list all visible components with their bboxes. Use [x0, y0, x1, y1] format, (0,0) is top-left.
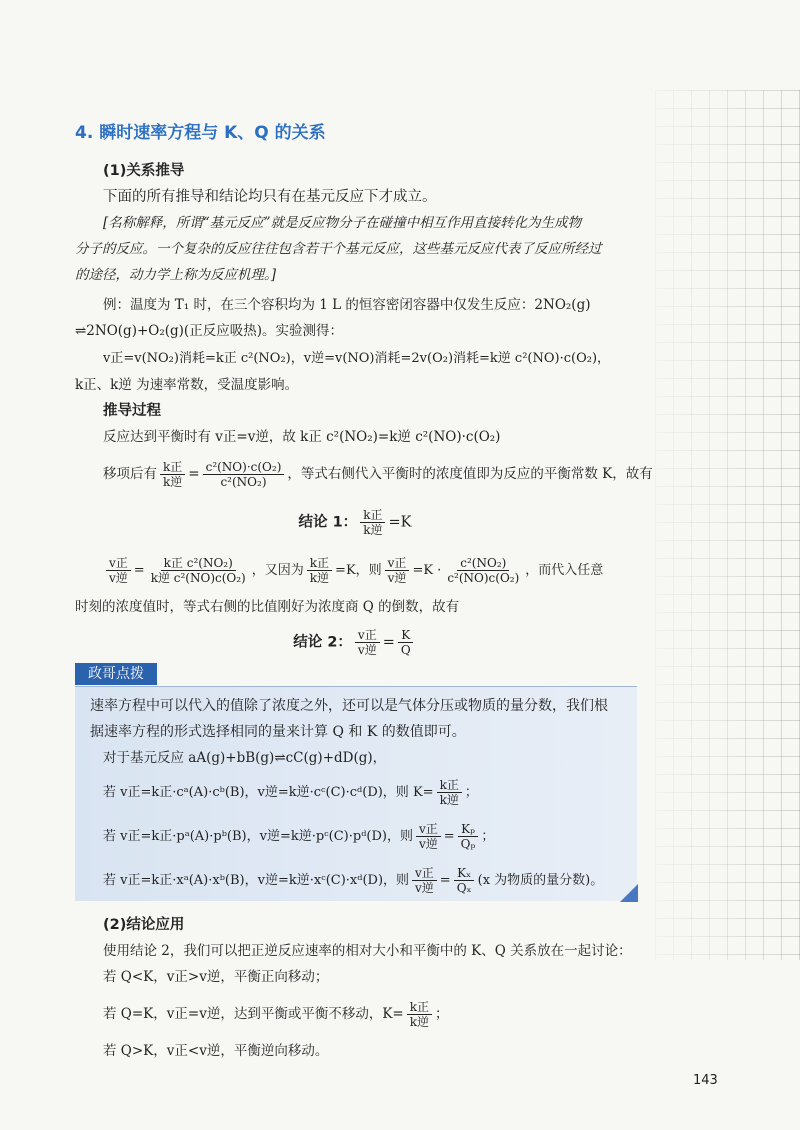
derivation-heading: 推导过程 — [103, 403, 161, 419]
tip-case-mole-fraction: 若 v正=k正·xᵃ(A)·xᵇ(B)，v逆=k逆·xᶜ(C)·xᵈ(D)，则 $\frac{\text{v正}}{\text{v逆}}$ = $\frac{\text{Kₓ}}{\text{Qₓ}}$ (x 为物质的量分数)。 — [103, 866, 604, 895]
part2-line-2: 若 Q<K，v正>v逆，平衡正向移动； — [103, 969, 329, 985]
k-ratio-fraction: $\frac{\text{k正}}{\text{k逆}}$ — [160, 460, 185, 489]
ratio-line-1: $\frac{\text{v正}}{\text{v逆}}$ = $\frac{\text{k正 c²(NO₂)}}{\text{k逆 c²(NO)c(O₂)}}$ ，又因为 $\frac{\text{k正}}{\text{k逆}}$ =K，则 $\frac{\text{v正}}{\text{v逆}}$ =K · $\frac{\text{c²(NO₂)}}{\text{c²(NO)c(O₂)}}$ ，而代入任意 — [103, 556, 603, 585]
derivation-line-1: 反应达到平衡时有 v正=v逆，故 k正 c²(NO₂)=k逆 c²(NO)·c(O₂) — [103, 429, 501, 445]
tip-line-2: 据速率方程的形式选择相同的量来计算 Q 和 K 的数值即可。 — [90, 724, 466, 740]
part2-line-1: 使用结论 2，我们可以把正逆反应速率的相对大小和平衡中的 K、Q 关系放在一起讨论： — [103, 943, 632, 959]
tip-case-concentration: 若 v正=k正·cᵃ(A)·cᵇ(B)，v逆=k逆·cᶜ(C)·cᵈ(D)，则 K= $\frac{\text{k正}}{\text{k逆}}$ ； — [103, 778, 478, 807]
part2-line-3: 若 Q=K，v正=v逆，达到平衡或平衡不移动，K= $\frac{\text{k正}}{\text{k逆}}$ ； — [103, 1000, 449, 1029]
part2-heading: (2)结论应用 — [103, 917, 185, 933]
tip-line-1: 速率方程中可以代入的值除了浓度之外，还可以是气体分压或物质的量分数，我们根 — [90, 698, 608, 714]
part1-heading: (1)关系推导 — [103, 163, 185, 179]
note-line-2: 分子的反应。一个复杂的反应往往包含若干个基元反应，这些基元反应代表了反应所经过 — [75, 241, 602, 257]
section-title: 4. 瞬时速率方程与 K、Q 的关系 — [75, 123, 326, 143]
derivation-line-2: 移项后有 $\frac{\text{k正}}{\text{k逆}}$ = $\frac{\text{c²(NO)·c(O₂)}}{\text{c²(NO₂)}}$ ，等式右侧代入平衡时的浓度值即为反应的平衡常数 K，故有 — [103, 460, 653, 489]
ratio-line-2: 时刻的浓度值时，等式右侧的比值刚好为浓度商 Q 的倒数，故有 — [75, 599, 460, 615]
example-line-1: 例：温度为 T₁ 时，在三个容积均为 1 L 的恒容密闭容器中仅发生反应：2NO₂(g) — [103, 297, 591, 313]
example-line-2: ⇌2NO(g)+O₂(g)(正反应吸热)。实验测得： — [75, 323, 343, 339]
tip-line-3: 对于基元反应 aA(g)+bB(g)⇌cC(g)+dD(g)， — [103, 750, 387, 766]
note-line-1: [名称解释，所谓“基元反应”就是反应物分子在碰撞中相互作用直接转化为生成物 — [103, 215, 582, 231]
part2-line-4: 若 Q>K，v正<v逆，平衡逆向移动。 — [103, 1043, 329, 1059]
rate-equation-line-1: v正=v(NO₂)消耗=k正 c²(NO₂)，v逆=v(NO)消耗=2v(O₂)消耗=k逆 c²(NO)·c(O₂)， — [103, 351, 611, 366]
tip-corner-decoration — [620, 884, 638, 902]
rate-equation-line-2: k正、k逆 为速率常数，受温度影响。 — [75, 377, 299, 393]
concentration-fraction: $\frac{\text{c²(NO)·c(O₂)}}{\text{c²(NO₂)}}$ — [203, 460, 285, 489]
conclusion-1: 结论 1： $\frac{\text{k正}}{\text{k逆}}$ =K — [298, 508, 412, 537]
page-number: 143 — [693, 1073, 718, 1088]
tip-case-pressure: 若 v正=k正·pᵃ(A)·pᵇ(B)，v逆=k逆·pᶜ(C)·pᵈ(D)，则 $\frac{\text{v正}}{\text{v逆}}$ = $\frac{\text{Kₚ}}{\text{Qₚ}}$ ； — [103, 822, 495, 851]
part1-intro: 下面的所有推导和结论均只有在基元反应下才成立。 — [103, 189, 437, 205]
conclusion-2: 结论 2： $\frac{\text{v正}}{\text{v逆}}$ = $\frac{K}{Q}$ — [0, 628, 710, 657]
note-line-3: 的途径，动力学上称为反应机理。] — [75, 267, 277, 283]
tip-label: 政哥点拨 — [75, 663, 157, 685]
